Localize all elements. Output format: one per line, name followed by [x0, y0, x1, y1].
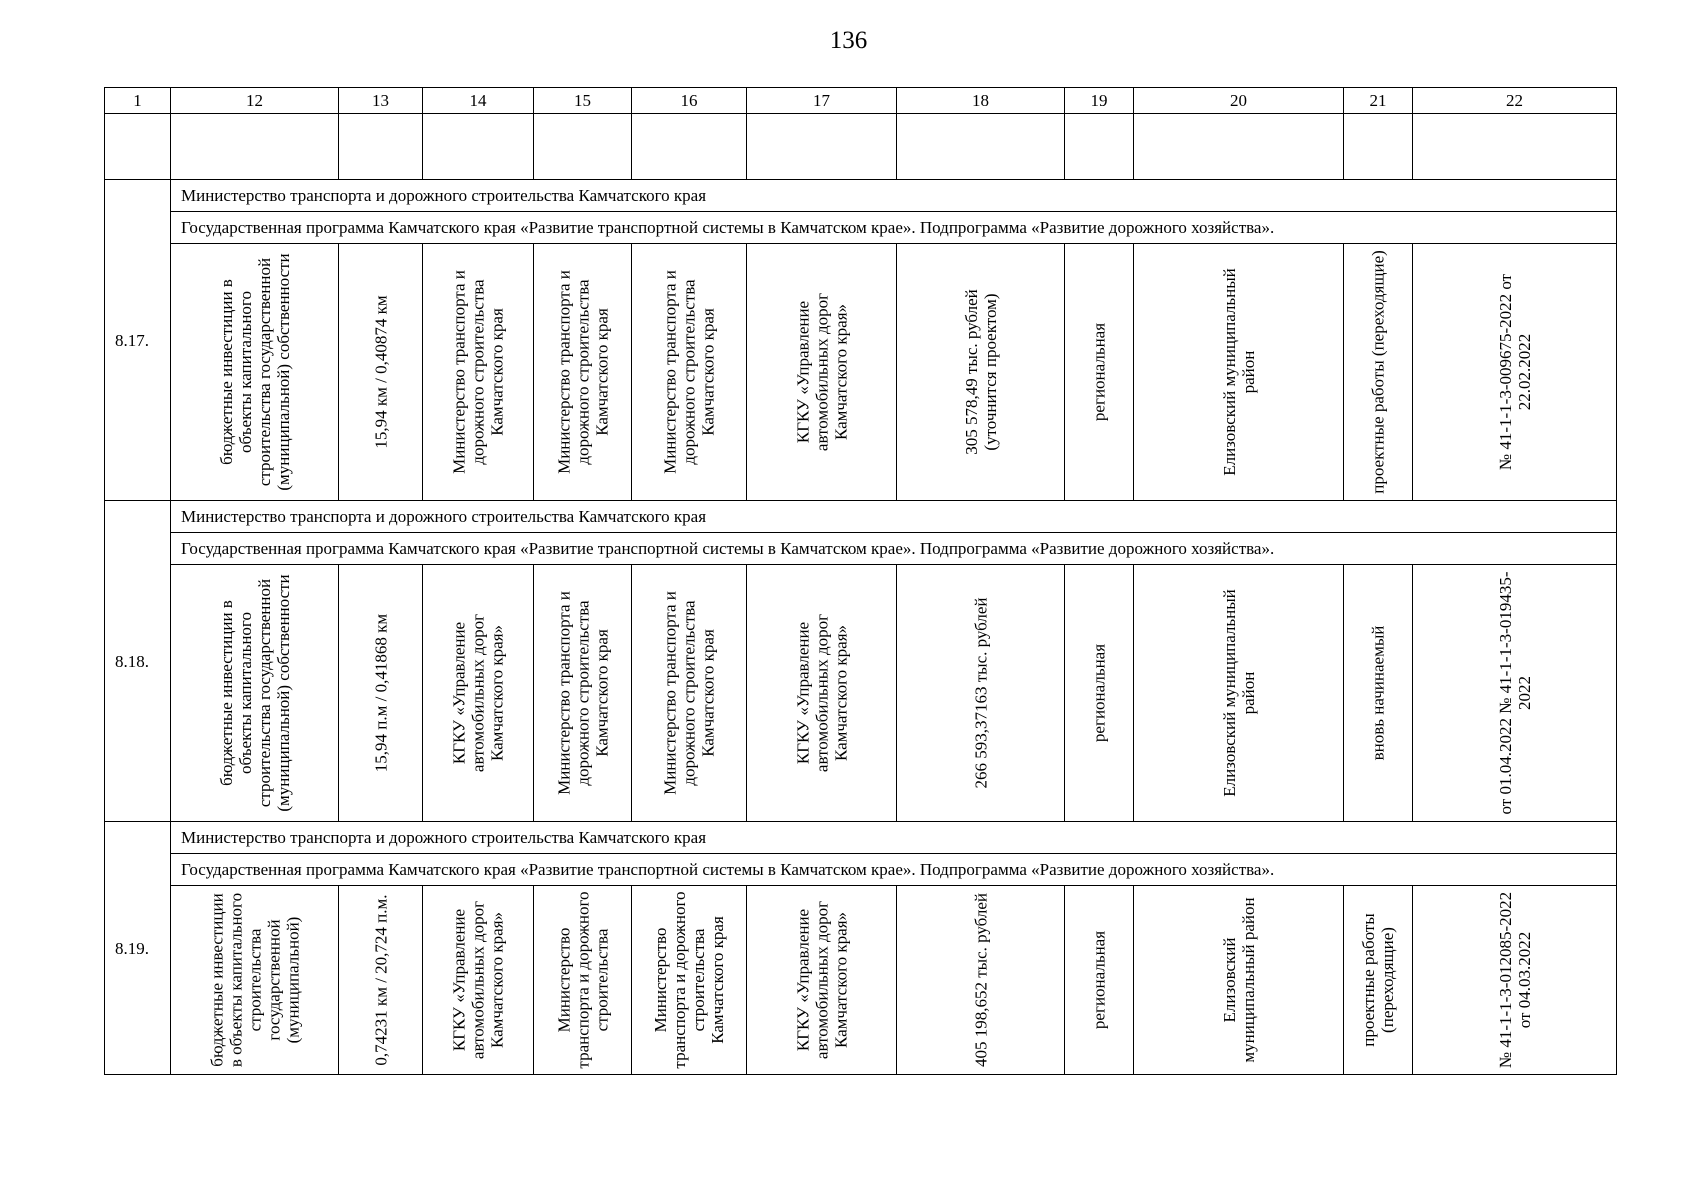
- program-title-row: [105, 854, 1617, 886]
- empty-cell: [1065, 114, 1134, 180]
- data-cell: [1134, 565, 1344, 822]
- rotated-cell-text: КГКУ «Управление автомобильных дорог Камчатского края»: [793, 900, 850, 1060]
- cell-wrapper: [747, 565, 896, 821]
- data-cell: [1134, 244, 1344, 501]
- column-header: 20: [1134, 88, 1344, 114]
- rotated-cell-text: Елизовский муниципальный район: [1219, 589, 1258, 797]
- data-cell: [423, 565, 534, 822]
- data-cell: [747, 886, 897, 1075]
- cell-wrapper: [534, 244, 631, 500]
- rotated-cell-text: 15,94 км / 0,40874 км: [371, 295, 390, 449]
- data-cell: [897, 565, 1065, 822]
- data-cell: [632, 886, 747, 1075]
- rotated-cell-text: Министерство транспорта и дорожного строительства Камчатского края: [554, 270, 611, 474]
- program-title-row: [105, 533, 1617, 565]
- cell-wrapper: [1065, 886, 1133, 1074]
- rotated-cell-text: Министерство транспорта и дорожного строительства Камчатского края: [554, 591, 611, 795]
- empty-cell: [1413, 114, 1617, 180]
- data-cell: [534, 886, 632, 1075]
- rotated-cell-text: проектные работы (переходящие): [1359, 913, 1397, 1047]
- cell-wrapper: [632, 244, 746, 500]
- cell-wrapper: [423, 244, 533, 500]
- rotated-cell-text: 305 578,49 тыс. рублей (уточнится проектом): [961, 289, 1000, 455]
- data-cell: [339, 244, 423, 501]
- row-number: 8.18.: [105, 501, 171, 822]
- cell-wrapper: [897, 244, 1064, 500]
- ministry-title: Министерство транспорта и дорожного строительства Камчатского края: [171, 501, 1617, 533]
- cell-wrapper: [171, 565, 338, 821]
- cell-wrapper: [339, 244, 422, 500]
- data-cell: [1413, 886, 1617, 1075]
- cell-wrapper: [897, 886, 1064, 1074]
- rotated-cell-text: бюджетные инвестиции в объекты капитального строительства государственной (муниципальной) собственности: [216, 253, 293, 491]
- table-row: [105, 244, 1617, 501]
- data-cell: [534, 565, 632, 822]
- ministry-title-row: [105, 822, 1617, 854]
- data-cell: [1134, 886, 1344, 1075]
- empty-cell: [747, 114, 897, 180]
- cell-wrapper: [1065, 244, 1133, 500]
- empty-cell: [1134, 114, 1344, 180]
- cell-wrapper: [171, 886, 338, 1074]
- cell-wrapper: [1413, 565, 1616, 821]
- cell-wrapper: [534, 565, 631, 821]
- empty-cell: [423, 114, 534, 180]
- table-body: [105, 88, 1617, 1075]
- rotated-cell-text: региональная: [1089, 930, 1109, 1030]
- column-header: 22: [1413, 88, 1617, 114]
- data-cell: [632, 244, 747, 501]
- rotated-cell-text: КГКУ «Управление автомобильных дорог Камчатского края»: [793, 613, 850, 773]
- rotated-cell-text: от 01.04.2022 № 41-1-1-3-019435-2022: [1495, 571, 1534, 815]
- data-cell: [1344, 244, 1413, 501]
- cell-wrapper: [897, 565, 1064, 821]
- data-cell: [423, 244, 534, 501]
- rotated-cell-text: КГКУ «Управление автомобильных дорог Камчатского края»: [449, 613, 507, 773]
- cell-wrapper: [171, 244, 338, 500]
- data-cell: [171, 244, 339, 501]
- program-title: Государственная программа Камчатского края «Развитие транспортной системы в Камчатском крае». Подпрограмма «Развитие дорожного хозяйства».: [171, 533, 1617, 565]
- data-cell: [1065, 244, 1134, 501]
- rotated-cell-text: региональная: [1089, 643, 1109, 743]
- empty-cell: [897, 114, 1065, 180]
- data-cell: [534, 244, 632, 501]
- data-cell: [1065, 886, 1134, 1075]
- rotated-cell-text: региональная: [1089, 322, 1109, 422]
- column-number-header-row: [105, 88, 1617, 114]
- row-number: 8.19.: [105, 822, 171, 1075]
- column-header: 17: [747, 88, 897, 114]
- column-header: 14: [423, 88, 534, 114]
- rotated-cell-text: 15,94 п.м / 0,41868 км: [371, 613, 390, 773]
- page-number: 136: [829, 27, 868, 54]
- data-cell: [1344, 565, 1413, 822]
- data-cell: [339, 886, 423, 1075]
- table-row: [105, 565, 1617, 822]
- investment-objects-table: [104, 87, 1617, 1075]
- data-cell: [897, 886, 1065, 1075]
- empty-cell: [1344, 114, 1413, 180]
- cell-wrapper: [339, 886, 422, 1074]
- ministry-title: Министерство транспорта и дорожного строительства Камчатского края: [171, 822, 1617, 854]
- table-row: [105, 886, 1617, 1075]
- column-header: 13: [339, 88, 423, 114]
- rotated-cell-text: КГКУ «Управление автомобильных дорог Камчатского края»: [793, 292, 850, 452]
- column-header: 16: [632, 88, 747, 114]
- ministry-title: Министерство транспорта и дорожного строительства Камчатского края: [171, 180, 1617, 212]
- empty-cell: [105, 114, 171, 180]
- data-cell: [423, 886, 534, 1075]
- cell-wrapper: [1413, 886, 1616, 1074]
- program-title-row: [105, 212, 1617, 244]
- cell-wrapper: [423, 565, 533, 821]
- data-cell: [1344, 886, 1413, 1075]
- rotated-cell-text: Министерство транспорта и дорожного строительства: [554, 891, 611, 1069]
- rotated-cell-text: Елизовский муниципальный район: [1219, 268, 1258, 476]
- rotated-cell-text: бюджетные инвестиции в объекты капитального строительства государственной (муниципальной): [207, 892, 302, 1068]
- rotated-cell-text: КГКУ «Управление автомобильных дорог Камчатского края»: [449, 900, 507, 1060]
- cell-wrapper: [1413, 244, 1616, 500]
- column-header: 12: [171, 88, 339, 114]
- cell-wrapper: [1344, 886, 1412, 1074]
- data-cell: [339, 565, 423, 822]
- rotated-cell-text: бюджетные инвестиции в объекты капитального строительства государственной (муниципальной) собственности: [216, 574, 293, 812]
- cell-wrapper: [747, 244, 896, 500]
- rotated-cell-text: 0,74231 км / 20,724 п.м.: [371, 894, 390, 1066]
- rotated-cell-text: Министерство транспорта и дорожного строительства Камчатского края: [651, 891, 727, 1069]
- cell-wrapper: [339, 565, 422, 821]
- rotated-cell-text: Министерство транспорта и дорожного строительства Камчатского края: [449, 270, 507, 474]
- column-header: 21: [1344, 88, 1413, 114]
- data-cell: [747, 244, 897, 501]
- data-cell: [632, 565, 747, 822]
- row-number: 8.17.: [105, 180, 171, 501]
- data-cell: [747, 565, 897, 822]
- rotated-cell-text: № 41-1-1-3-012085-2022 от 04.03.2022: [1495, 891, 1534, 1069]
- ministry-title-row: [105, 501, 1617, 533]
- cell-wrapper: [1134, 244, 1343, 500]
- cell-wrapper: [1344, 244, 1412, 500]
- rotated-cell-text: 266 593,37163 тыс. рублей: [971, 597, 990, 789]
- data-cell: [1413, 565, 1617, 822]
- ministry-title-row: [105, 180, 1617, 212]
- rotated-cell-text: вновь начинаемый: [1368, 625, 1388, 761]
- data-cell: [1065, 565, 1134, 822]
- cell-wrapper: [747, 886, 896, 1074]
- data-cell: [1413, 244, 1617, 501]
- data-cell: [171, 565, 339, 822]
- rotated-cell-text: Министерство транспорта и дорожного строительства Камчатского края: [660, 270, 718, 474]
- column-header: 19: [1065, 88, 1134, 114]
- column-header: 1: [105, 88, 171, 114]
- program-title: Государственная программа Камчатского края «Развитие транспортной системы в Камчатском крае». Подпрограмма «Развитие дорожного хозяйства».: [171, 212, 1617, 244]
- rotated-cell-text: 405 198,652 тыс. рублей: [971, 892, 990, 1068]
- cell-wrapper: [632, 886, 746, 1074]
- empty-cell: [171, 114, 339, 180]
- cell-wrapper: [423, 886, 533, 1074]
- cell-wrapper: [1134, 565, 1343, 821]
- empty-cell: [339, 114, 423, 180]
- rotated-cell-text: Министерство транспорта и дорожного строительства Камчатского края: [660, 591, 718, 795]
- column-header: 18: [897, 88, 1065, 114]
- cell-wrapper: [534, 886, 631, 1074]
- data-cell: [897, 244, 1065, 501]
- empty-cell: [632, 114, 747, 180]
- cell-wrapper: [1065, 565, 1133, 821]
- rotated-cell-text: проектные работы (переходящие): [1368, 250, 1388, 494]
- cell-wrapper: [632, 565, 746, 821]
- cell-wrapper: [1134, 886, 1343, 1074]
- column-header: 15: [534, 88, 632, 114]
- empty-row: [105, 114, 1617, 180]
- rotated-cell-text: № 41-1-1-3-009675-2022 от 22.02.2022: [1495, 273, 1534, 471]
- rotated-cell-text: Елизовский муниципальный район: [1219, 897, 1258, 1063]
- empty-cell: [534, 114, 632, 180]
- program-title: Государственная программа Камчатского края «Развитие транспортной системы в Камчатском крае». Подпрограмма «Развитие дорожного хозяйства».: [171, 854, 1617, 886]
- data-cell: [171, 886, 339, 1075]
- cell-wrapper: [1344, 565, 1412, 821]
